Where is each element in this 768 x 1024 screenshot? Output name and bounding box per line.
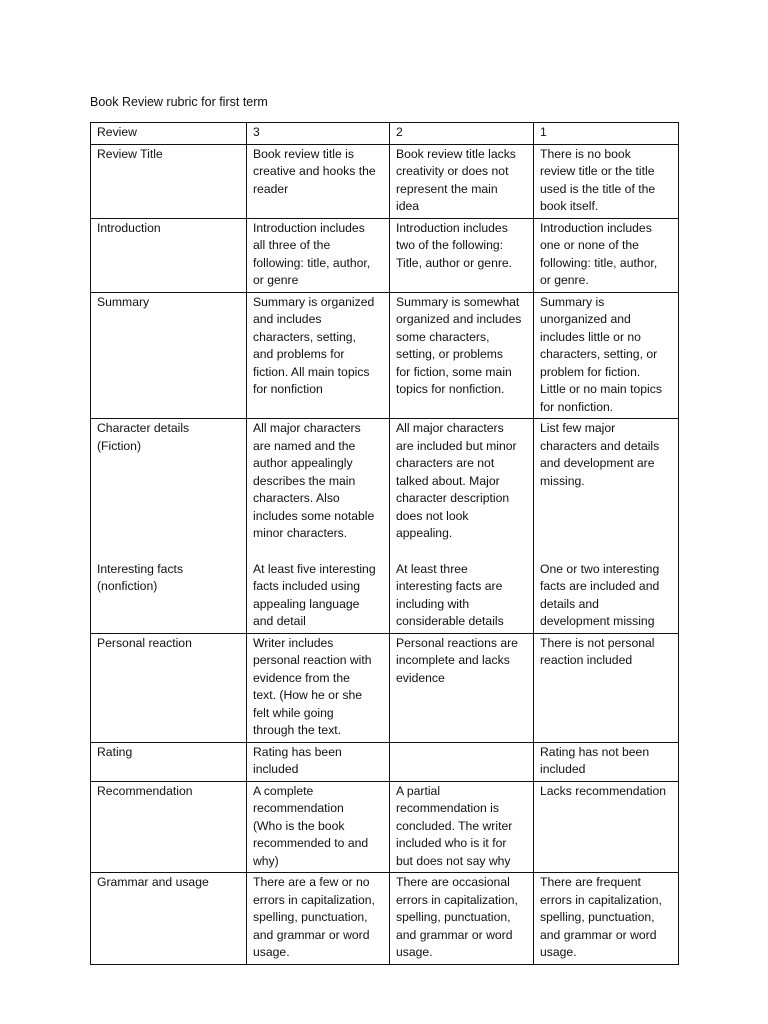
rubric-table — [90, 122, 679, 965]
score-2-cell: Book review title lacks creativity or does not represent the main idea — [390, 144, 534, 218]
score-1-cell: There are frequent errors in capitalization, spelling, punctuation, and grammar or word usage. — [534, 873, 679, 965]
table-row — [91, 218, 679, 292]
table-header-row — [91, 123, 679, 145]
score-3-cell: A complete recommendation (Who is the book recommended to and why) — [247, 781, 390, 873]
criterion-cell: Interesting facts (nonfiction) — [91, 545, 247, 634]
score-2-cell: At least three interesting facts are including with considerable details — [390, 545, 534, 634]
score-3-cell: There are a few or no errors in capitalization, spelling, punctuation, and grammar or word usage. — [247, 873, 390, 965]
score-3-cell: Introduction includes all three of the following: title, author, or genre — [247, 218, 390, 292]
score-1-cell: List few major characters and details and development are missing. — [534, 419, 679, 545]
table-row — [91, 545, 679, 634]
score-3-cell: Writer includes personal reaction with evidence from the text. (How he or she felt while going through the text. — [247, 633, 390, 742]
criterion-cell: Review Title — [91, 144, 247, 218]
table-row — [91, 873, 679, 965]
table-row — [91, 144, 679, 218]
score-2-cell — [390, 742, 534, 781]
table-row — [91, 742, 679, 781]
header-cell: 3 — [247, 123, 390, 145]
score-1-cell: Rating has not been included — [534, 742, 679, 781]
criterion-cell: Personal reaction — [91, 633, 247, 742]
criterion-cell: Introduction — [91, 218, 247, 292]
score-2-cell: All major characters are included but minor characters are not talked about. Major character description does not look appealing. — [390, 419, 534, 545]
table-row — [91, 781, 679, 873]
table-row — [91, 292, 679, 419]
score-2-cell: Introduction includes two of the following: Title, author or genre. — [390, 218, 534, 292]
score-2-cell: Personal reactions are incomplete and lacks evidence — [390, 633, 534, 742]
score-1-cell: Summary is unorganized and includes little or no characters, setting, or problem for fiction. Little or no main topics for nonfiction. — [534, 292, 679, 419]
score-1-cell: One or two interesting facts are included and details and development missing — [534, 545, 679, 634]
header-cell: Review — [91, 123, 247, 145]
score-1-cell: There is not personal reaction included — [534, 633, 679, 742]
score-1-cell: Introduction includes one or none of the following: title, author, or genre. — [534, 218, 679, 292]
score-3-cell: Summary is organized and includes characters, setting, and problems for fiction. All main topics for nonfiction — [247, 292, 390, 419]
score-3-cell: At least five interesting facts included using appealing language and detail — [247, 545, 390, 634]
table-row — [91, 419, 679, 545]
score-2-cell: Summary is somewhat organized and includes some characters, setting, or problems for fiction, some main topics for nonfiction. — [390, 292, 534, 419]
score-2-cell: A partial recommendation is concluded. The writer included who is it for but does not say why — [390, 781, 534, 873]
criterion-cell: Character details (Fiction) — [91, 419, 247, 545]
header-cell: 1 — [534, 123, 679, 145]
score-1-cell: There is no book review title or the title used is the title of the book itself. — [534, 144, 679, 218]
score-3-cell: All major characters are named and the author appealingly describes the main characters. Also includes some notable minor characters. — [247, 419, 390, 545]
header-cell: 2 — [390, 123, 534, 145]
score-3-cell: Book review title is creative and hooks the reader — [247, 144, 390, 218]
score-1-cell: Lacks recommendation — [534, 781, 679, 873]
score-2-cell: There are occasional errors in capitalization, spelling, punctuation, and grammar or word usage. — [390, 873, 534, 965]
document-title: Book Review rubric for first term — [90, 95, 268, 109]
criterion-cell: Grammar and usage — [91, 873, 247, 965]
criterion-cell: Rating — [91, 742, 247, 781]
score-3-cell: Rating has been included — [247, 742, 390, 781]
criterion-cell: Recommendation — [91, 781, 247, 873]
table-row — [91, 633, 679, 742]
criterion-cell: Summary — [91, 292, 247, 419]
